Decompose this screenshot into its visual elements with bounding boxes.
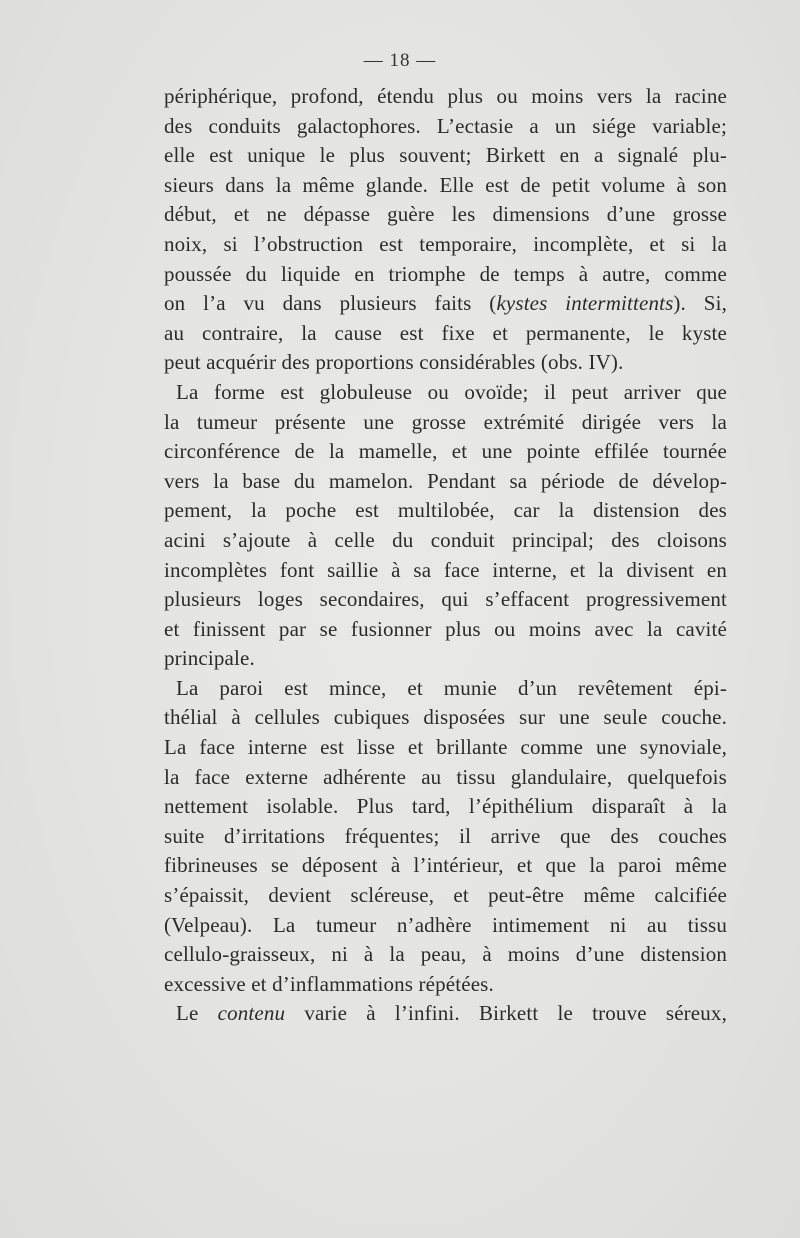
text-line: thélial à cellules cubiques disposées sur une seule couche. xyxy=(164,705,727,730)
text-line: la face externe adhérente au tissu glandulaire, quelquefois xyxy=(164,764,727,789)
text-line: au contraire, la cause est fixe et permanente, le kyste xyxy=(164,320,727,345)
paragraph-start-line: Le contenu varie à l’infini. Birkett le trouve séreux, xyxy=(176,1001,727,1026)
text-line: et finissent par se fusionner plus ou moins avec la cavité xyxy=(164,616,727,641)
text-line: acini s’ajoute à celle du conduit principal; des cloisons xyxy=(164,527,727,552)
text-line: périphérique, profond, étendu plus ou moins vers la racine xyxy=(164,84,727,108)
text-line: La face interne est lisse et brillante comme une synoviale, xyxy=(164,735,727,760)
text-line: pement, la poche est multilobée, car la distension des xyxy=(164,498,727,523)
text-line: circonférence de la mamelle, et une pointe effilée tournée xyxy=(164,439,727,464)
body-text xyxy=(164,82,727,1029)
text-line: incomplètes font saillie à sa face interne, et la divisent en xyxy=(164,557,727,582)
text-line: elle est unique le plus souvent; Birkett en a signalé plu- xyxy=(164,143,727,168)
text-line: poussée du liquide en triomphe de temps à autre, comme xyxy=(164,261,727,286)
paragraph-end-line: peut acquérir des proportions considérables (obs. IV). xyxy=(164,350,624,375)
text-line: plusieurs loges secondaires, qui s’effacent progressivement xyxy=(164,587,727,612)
text-line: suite d’irritations fréquentes; il arrive que des couches xyxy=(164,823,727,848)
paragraph-end-line: principale. xyxy=(164,646,255,671)
text-line: s’épaissit, devient scléreuse, et peut-être même calcifiée xyxy=(164,883,727,908)
text-line: noix, si l’obstruction est temporaire, incomplète, et si la xyxy=(164,231,727,256)
paragraph-end-line: excessive et d’inflammations répétées. xyxy=(164,971,494,996)
paragraph-start-line: La forme est globuleuse ou ovoïde; il peut arriver que xyxy=(176,379,727,404)
text-line: nettement isolable. Plus tard, l’épithélium disparaît à la xyxy=(164,794,727,819)
text-line: début, et ne dépasse guère les dimensions d’une grosse xyxy=(164,202,727,227)
text-line: cellulo-graisseux, ni à la peau, à moins d’une distension xyxy=(164,942,727,967)
text-line: vers la base du mamelon. Pendant sa période de dévelop- xyxy=(164,468,727,493)
italic-term: kystes intermittents xyxy=(496,291,674,316)
text-line: la tumeur présente une grosse extrémité dirigée vers la xyxy=(164,409,727,434)
text-line: on l’a vu dans plusieurs faits (kystes intermittents). Si, xyxy=(164,291,727,316)
text-line: des conduits galactophores. L’ectasie a un siége variable; xyxy=(164,113,727,138)
text-line: sieurs dans la même glande. Elle est de petit volume à son xyxy=(164,172,727,197)
paragraph-start-line: La paroi est mince, et munie d’un revêtement épi- xyxy=(176,675,727,700)
page-number: — 18 — xyxy=(363,50,437,71)
text-line: fibrineuses se déposent à l’intérieur, et que la paroi même xyxy=(164,853,727,878)
italic-term: contenu xyxy=(217,1001,286,1026)
text-line: (Velpeau). La tumeur n’adhère intimement ni au tissu xyxy=(164,912,727,937)
